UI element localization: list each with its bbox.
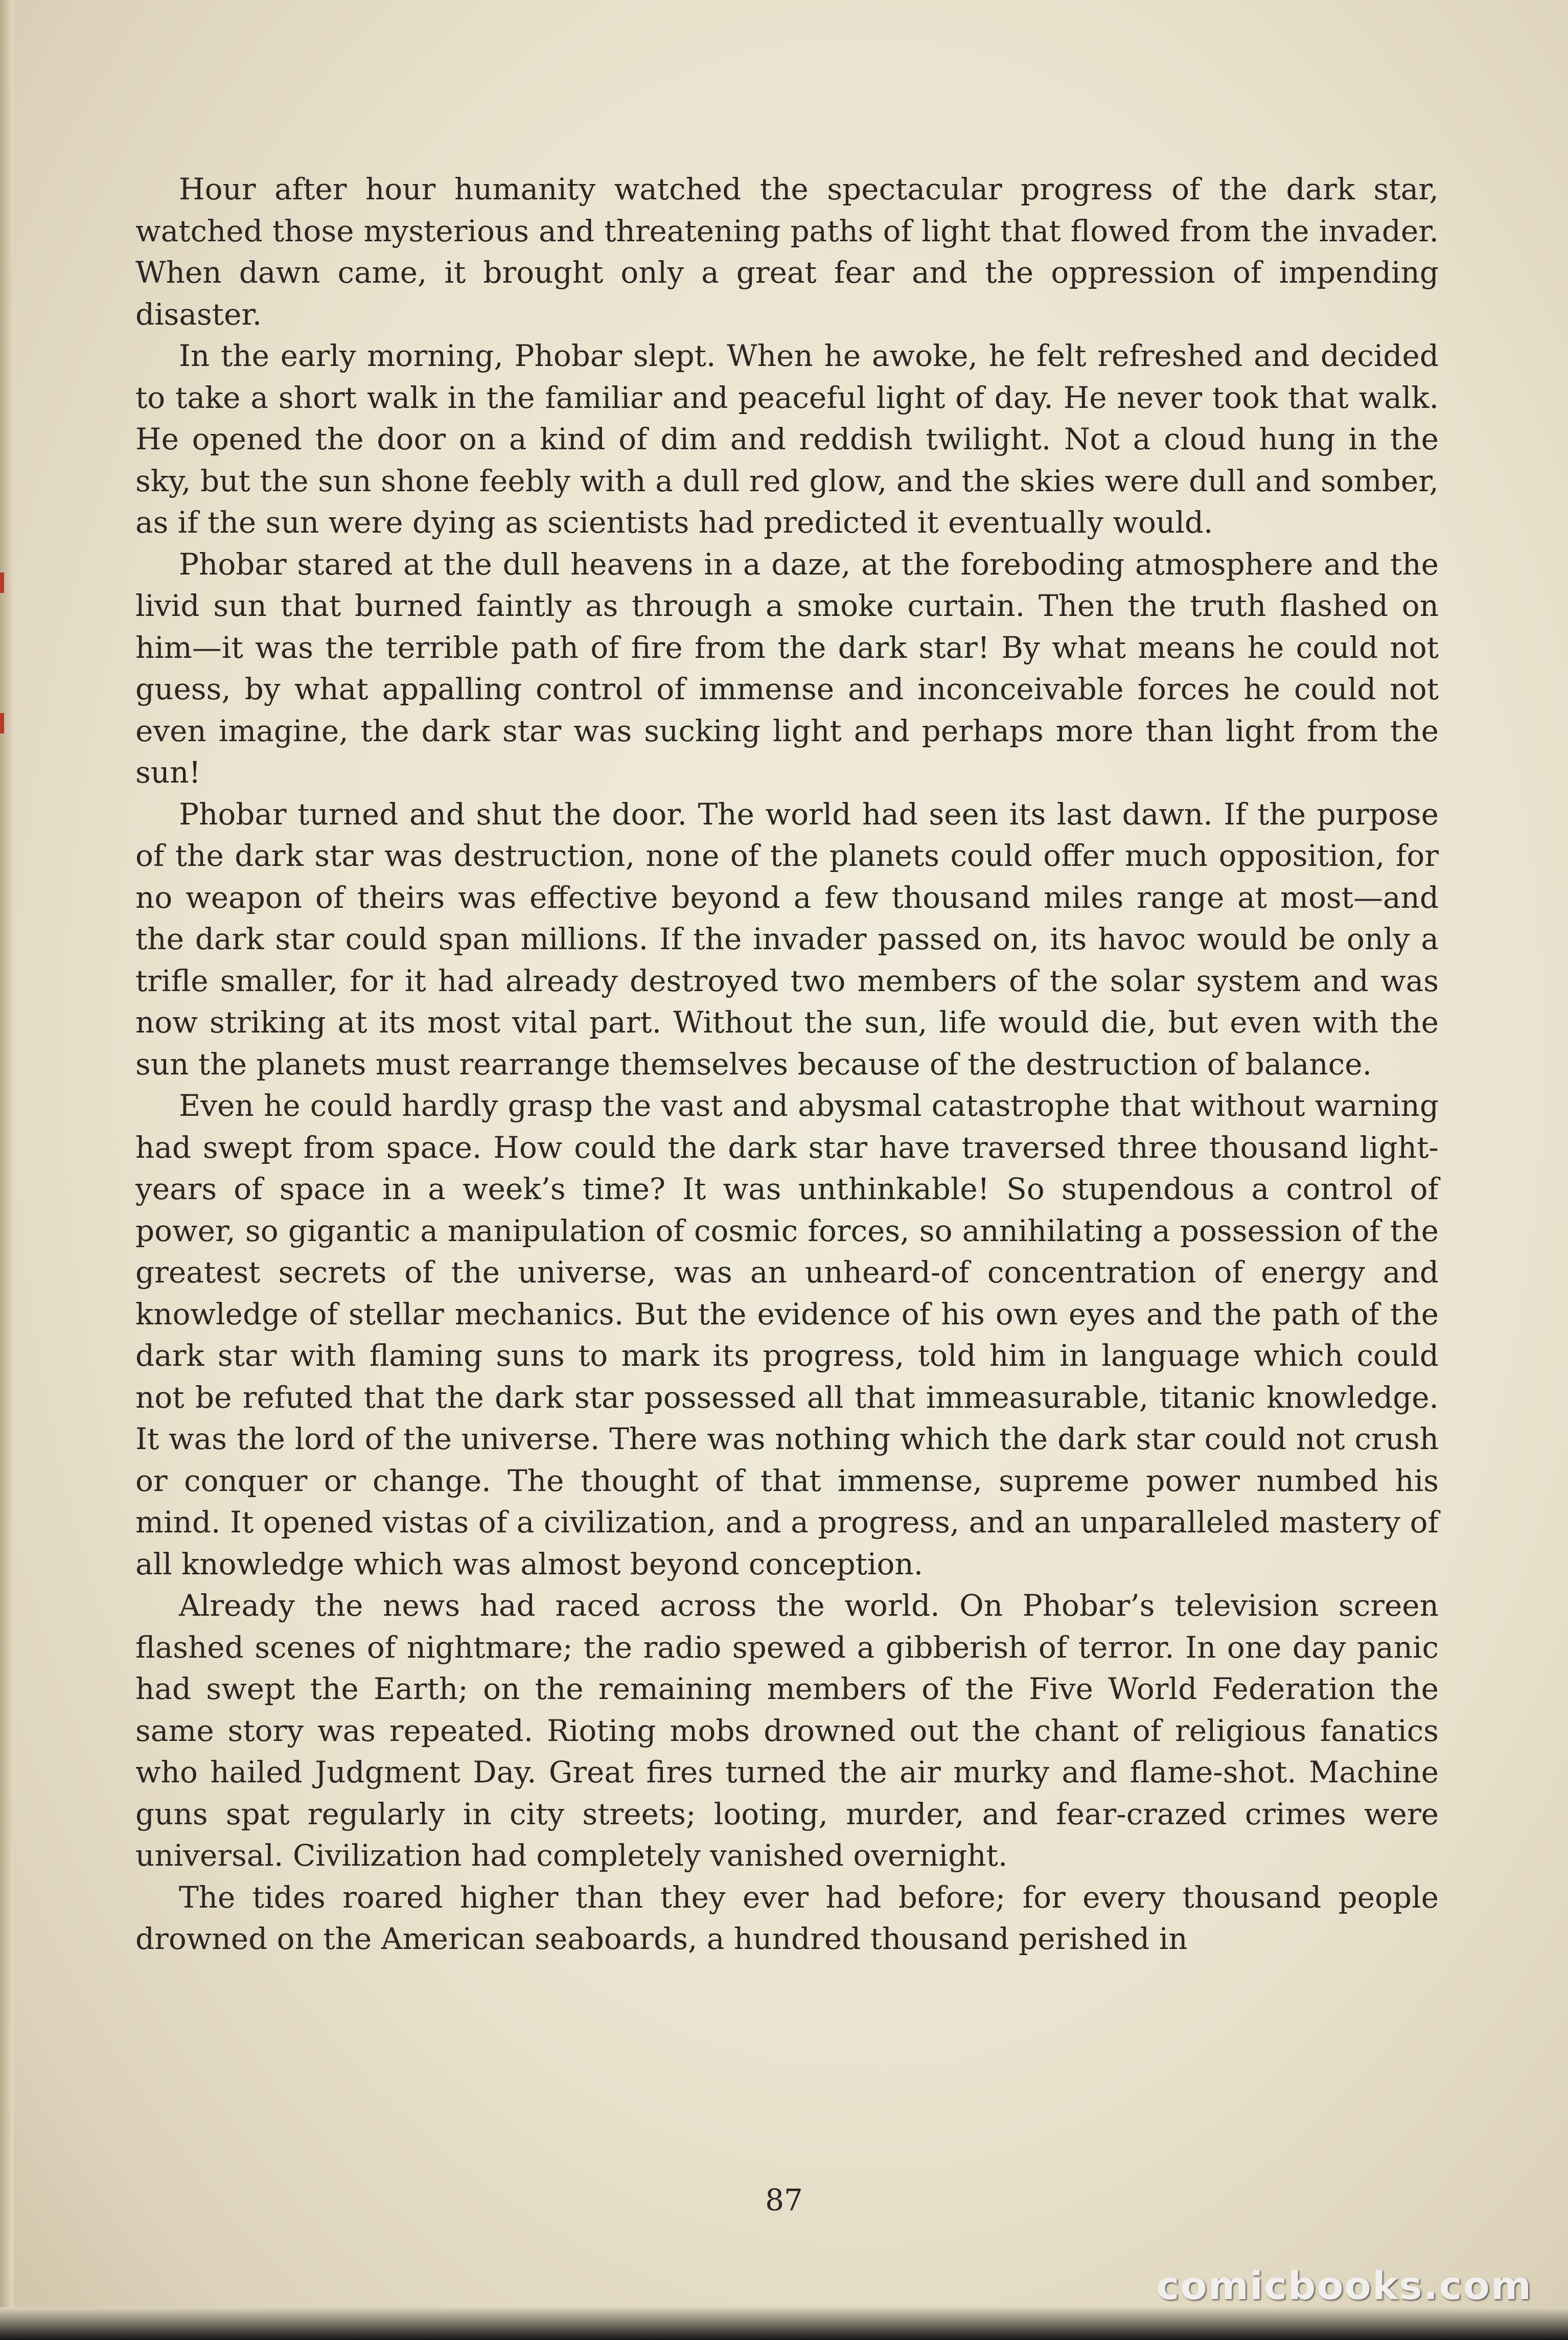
paragraph: Hour after hour humanity watched the spectacular progress of the dark star, watched those mysterious and threatening paths of light that flowed from the invader. When dawn came, it brought only a great fear and the oppression of impending disaster.	[135, 172, 1439, 332]
page-left-edge	[0, 0, 13, 2340]
paragraph: Already the news had raced across the world. On Phobar’s television screen flashed scenes of nightmare; the radio spewed a gibberish of terror. In one day panic had swept the Earth; on the remaining members of the Five World Federation the same story was repeated. Rioting mobs drowned out the chant of religious fanatics who hailed Judgment Day. Great fires turned the air murky and flame-shot. Machine guns spat regularly in city streets; looting, murder, and fear-crazed crimes were universal. Civilization had completely vanished overnight.	[135, 1588, 1439, 1873]
paragraph: Phobar turned and shut the door. The world had seen its last dawn. If the purpose of the dark star was destruction, none of the planets could offer much opposition, for no weapon of theirs was effective beyond a few thousand miles range at most—and the dark star could span millions. If the invader passed on, its havoc would be only a trifle smaller, for it had already destroyed two members of the solar system and was now striking at its most vital part. Without the sun, life would die, but even with the sun the planets must rearrange themselves because of the destruction of balance.	[135, 796, 1439, 1082]
paragraph: The tides roared higher than they ever had before; for every thousand people drowned on the American seaboards, a hundred thousand perished in	[135, 1879, 1439, 1956]
body-text	[135, 169, 1439, 1960]
page-number: 87	[765, 2183, 803, 2217]
paragraph: In the early morning, Phobar slept. When he awoke, he felt refreshed and decided to take a short walk in the familiar and peaceful light of day. He never took that walk. He opened the door on a kind of dim and reddish twilight. Not a cloud hung in the sky, but the sun shone feebly with a dull red glow, and the skies were dull and somber, as if the sun were dying as scientists had predicted it eventually would.	[135, 338, 1439, 540]
paragraph: Phobar stared at the dull heavens in a daze, at the foreboding atmosphere and the livid sun that burned faintly as through a smoke curtain. Then the truth flashed on him—it was the terrible path of fire from the dark star! By what means he could not guess, by what appalling control of immense and inconceivable forces he could not even imagine, the dark star was sucking light and perhaps more than light from the sun!	[135, 546, 1439, 790]
paragraph: Even he could hardly grasp the vast and abysmal catastrophe that without warning had swept from space. How could the dark star have traversed three thousand light-years of space in a week’s time? It was unthinkable! So stupendous a control of power, so gigantic a manipulation of cosmic forces, so annihilating a possession of the greatest secrets of the universe, was an unheard-of concentration of energy and knowledge of stellar mechanics. But the evidence of his own eyes and the path of the dark star with flaming suns to mark its progress, told him in language which could not be refuted that the dark star possessed all that immeasurable, titanic knowledge. It was the lord of the universe. There was nothing which the dark star could not crush or conquer or change. The thought of that immense, supreme power numbed his mind. It opened vistas of a civilization, and a progress, and an unparalleled mastery of all knowledge which was almost beyond conception.	[135, 1088, 1439, 1581]
page-bottom-edge	[0, 2307, 1568, 2340]
red-edge-mark	[0, 713, 4, 733]
watermark-logo: comicbooks.com	[1156, 2263, 1532, 2308]
red-edge-mark	[0, 572, 4, 593]
